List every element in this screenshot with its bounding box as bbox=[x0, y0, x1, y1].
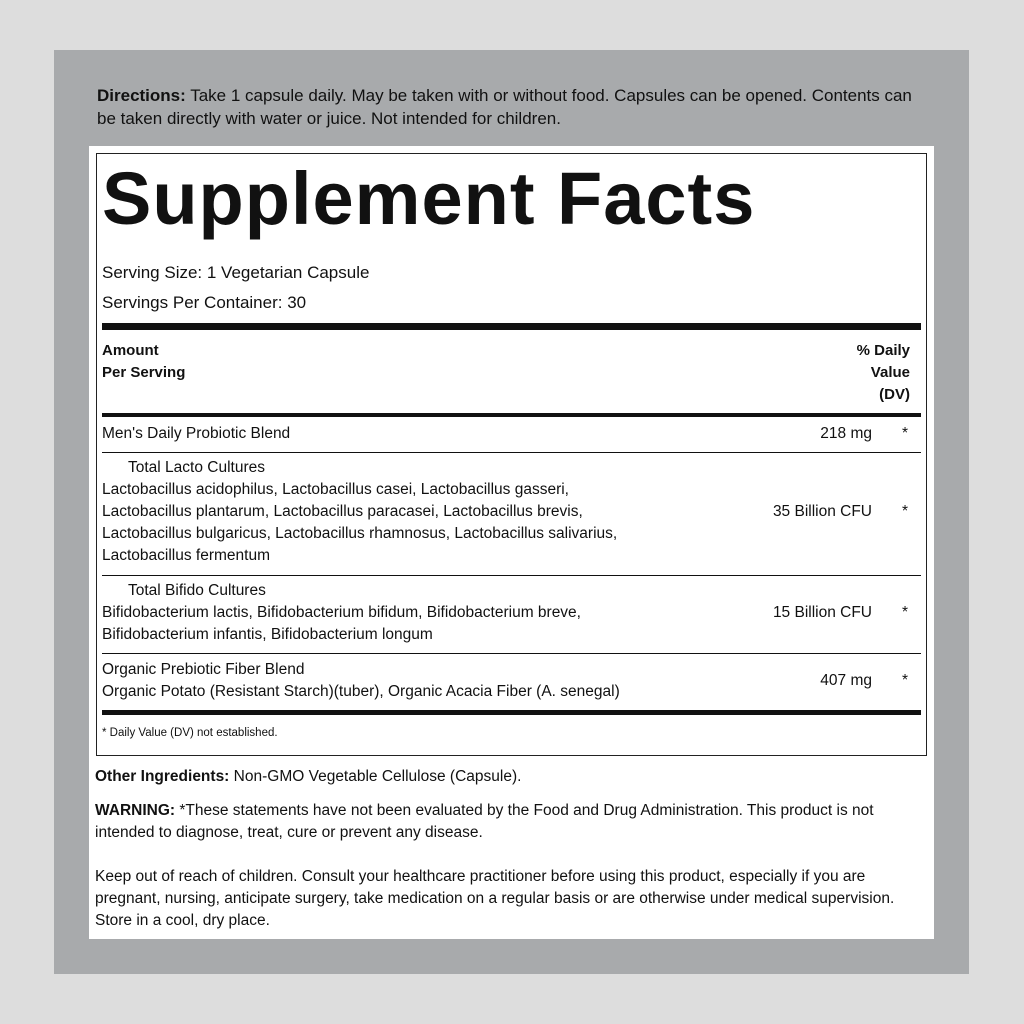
dv-lacto-cultures: * bbox=[902, 503, 909, 520]
header-dv-line3: (DV) bbox=[879, 386, 910, 403]
amount-lacto-cultures: 35 Billion CFU bbox=[772, 503, 872, 520]
nutrient-name-probiotic-blend: Men's Daily Probiotic Blend bbox=[102, 425, 291, 442]
bifido-strains-line-1: Bifidobacterium lactis, Bifidobacterium bifidum, Bifidobacterium breve, bbox=[102, 604, 581, 621]
thick-divider-bottom bbox=[102, 710, 921, 715]
warning-text: *These statements have not been evaluated by the Food and Drug Administration. This product is not intended to diagnose, treat, cure or prevent any disease. bbox=[95, 802, 874, 841]
amount-bifido-cultures: 15 Billion CFU bbox=[772, 604, 872, 621]
thick-divider-top bbox=[102, 323, 921, 330]
nutrient-name-lacto-cultures: Total Lacto Cultures bbox=[128, 459, 265, 476]
warning-statement bbox=[95, 800, 915, 844]
directions-body: Take 1 capsule daily. May be taken with or without food. Capsules can be opened. Contents can be taken directly with water or juice. Not intended for children. bbox=[97, 86, 912, 128]
amount-probiotic-blend: 218 mg bbox=[820, 425, 872, 442]
header-amount bbox=[102, 340, 185, 384]
header-dv-line2: Value bbox=[870, 364, 910, 381]
serving-size: Serving Size: 1 Vegetarian Capsule bbox=[102, 263, 370, 282]
nutrient-name-bifido-cultures: Total Bifido Cultures bbox=[128, 582, 266, 599]
amount-prebiotic-fiber: 407 mg bbox=[820, 672, 872, 689]
row-divider bbox=[102, 653, 921, 654]
medium-divider bbox=[102, 413, 921, 417]
row-divider bbox=[102, 575, 921, 576]
other-ingredients-label: Other Ingredients: bbox=[95, 768, 230, 785]
dv-prebiotic-fiber: * bbox=[902, 672, 909, 689]
header-amount-line2: Per Serving bbox=[102, 364, 186, 381]
nutrient-name-prebiotic-fiber: Organic Prebiotic Fiber Blend bbox=[102, 661, 305, 678]
row-divider bbox=[102, 452, 921, 453]
header-dv-line1: % Daily bbox=[856, 342, 910, 359]
supplement-facts-title: Supplement Facts bbox=[102, 157, 756, 240]
servings-per-container: Servings Per Container: 30 bbox=[102, 293, 307, 312]
directions-label: Directions: bbox=[97, 86, 186, 105]
daily-value-footnote: * Daily Value (DV) not established. bbox=[102, 727, 278, 739]
directions-text bbox=[97, 84, 917, 130]
keep-out-of-reach-text: Keep out of reach of children. Consult your healthcare practitioner before using this product, especially if you are pregnant, nursing, anticipate surgery, take medication on a regular basis or are otherwise under medical supervision. Store in a cool, dry place. bbox=[95, 868, 895, 929]
prebiotic-fiber-sources: Organic Potato (Resistant Starch)(tuber), Organic Acacia Fiber (A. senegal) bbox=[102, 683, 620, 700]
other-ingredients-text: Non-GMO Vegetable Cellulose (Capsule). bbox=[229, 768, 522, 785]
bifido-strains-line-2: Bifidobacterium infantis, Bifidobacterium longum bbox=[102, 626, 433, 643]
lacto-strains-line-2: Lactobacillus plantarum, Lactobacillus paracasei, Lactobacillus brevis, bbox=[102, 503, 583, 520]
header-amount-line1: Amount bbox=[102, 342, 159, 359]
warning-label: WARNING: bbox=[95, 802, 176, 819]
lacto-strains-line-3: Lactobacillus bulgaricus, Lactobacillus rhamnosus, Lactobacillus salivarius, bbox=[102, 525, 618, 542]
header-daily-value bbox=[857, 340, 910, 406]
dv-bifido-cultures: * bbox=[902, 604, 909, 621]
other-ingredients bbox=[95, 766, 521, 788]
dv-probiotic-blend: * bbox=[902, 425, 909, 442]
lacto-strains-line-1: Lactobacillus acidophilus, Lactobacillus casei, Lactobacillus gasseri, bbox=[102, 481, 569, 498]
lacto-strains-line-4: Lactobacillus fermentum bbox=[102, 547, 270, 564]
